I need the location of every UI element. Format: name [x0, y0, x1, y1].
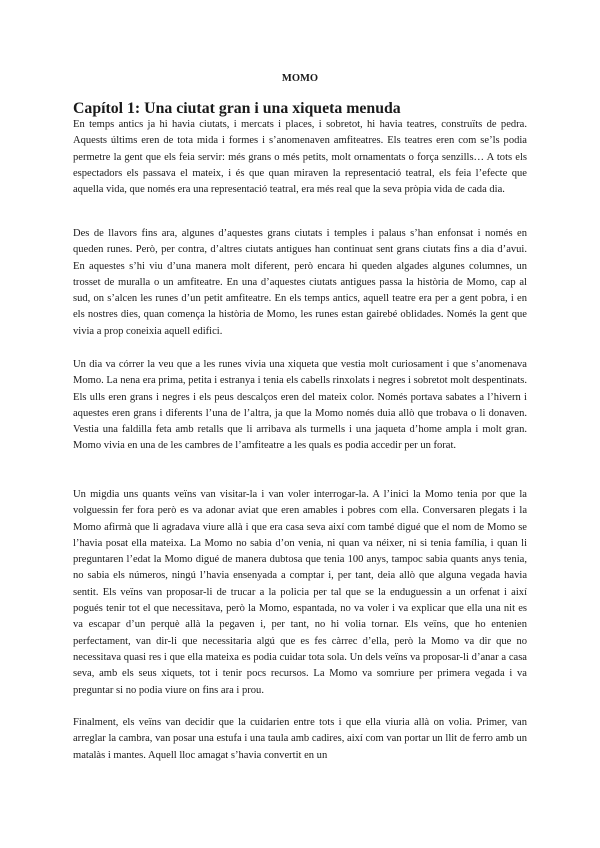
paragraph: Un migdia uns quants veïns van visitar-la i van voler interrogar-la. A l’inici la Momo tenia por que la volguessin fer fora però es va adonar aviat que eren amables i pobres com ella. Conversaren plegats i la Momo afirmà que li agradava viure allà i que era casa seva així com també digué que el nom de Momo se l’havia posat ella mateixa. La Momo no sabia d’on venia, ni quan va néixer, ni si tenia família, i quan li preguntaren l’edat la Momo digué de manera dubtosa que tenia 100 anys, tampoc sabia quants anys tenia, no sabia els números, ningú l’havia ensenyada a comptar i, per tant, deia allò que alguna vegada havia sentit. Els veïns van proposar-li de trucar a la policia per tal que se la enduguessin a un orfenat i així pogués tenir tot el que necessitava, però la Momo, espantada, no va voler i va explicar que ella una nit es va escapar d’un perquè allà la pegaven i, per tant, no hi volia tornar. Els veïns, que ho entenien perfectament, van dir-li que necessitaria algú que es fes càrrec d’ella, però la Momo va dir que no necessitava quasi res i que ella mateixa es podia cuidar tota sola. Un dels veïns va proposar-li d’anar a casa seva, amb els seus xiquets, tot i tenir pocs recursos. La Momo va somriure per primera vegada i va preguntar si no podia viure on fins ara i prou.	[73, 489, 527, 696]
paragraph: Des de llavors fins ara, algunes d’aquestes grans ciutats i temples i palaus s’han enfonsat i només en queden runes. Però, per contra, d’altres ciutats antigues han continuat sent grans ciutats fins a dia d’avui. En aquestes s’hi viu d’una manera molt diferent, però encara hi queden algades algunes columnes, un trosset de muralla o un amfiteatre. En una d’aquestes ciutats antigues passa la història de Momo, cap al sud, on s’alcen les runes d’un petit amfiteatre. En els temps antics, aquell teatre era per a gent pobra, i en els nostres dies, quan comença la història de Momo, les runes estan gairebé oblidades. Només la gent que vivia a prop coneixia aquell edifici.	[73, 228, 527, 337]
page-title: MOMO	[281, 73, 319, 84]
paragraph: En temps antics ja hi havia ciutats, i mercats i places, i sobretot, hi havia teatres, construïts de pedra. Aquests últims eren de tota mida i formes i s’anomenaven amfiteatres. Els teatres eren com se’ls podia permetre la gent que els feia servir: més grans o més petits, molt ornamentats o força senzills… A tots els espectadors els passava el mateix, i és que quan miraven la representació teatral, els feia l’efecte que aquella vida, que només era una representació teatral, era més real que la seva pròpia vida de cada dia.	[73, 119, 527, 196]
paragraph: Finalment, els veïns van decidir que la cuidarien entre tots i que ella viuria allà on volia. Primer, van arreglar la cambra, van posar una estufa i una taula amb cadires, així com van portar un llit de ferro amb un matalàs i mantes. Aquell lloc amagat s’havia convertit en un	[73, 717, 527, 761]
chapter-heading: Capítol 1: Una ciutat gran i una xiqueta menuda	[73, 100, 401, 117]
paragraph: Un dia va córrer la veu que a les runes vivia una xiqueta que vestia molt curiosament i que s’anomenava Momo. La nena era prima, petita i estranya i tenia els cabells rinxolats i negres i sobretot molt despentinats. Els ulls eren grans i negres i els peus descalços eren del mateix color. Només portava sabates a l’hivern i aquestes eren grans i diferents l’una de l’altra, ja que la Momo només duia allò que trobava o li donaven. Vestia una faldilla feta amb retalls que li arribava als turmells i una jaqueta d’home ampla i molt gran. Momo vivia en una de les cambres de l’amfiteatre a les quals es podia accedir per un forat.	[73, 359, 527, 452]
